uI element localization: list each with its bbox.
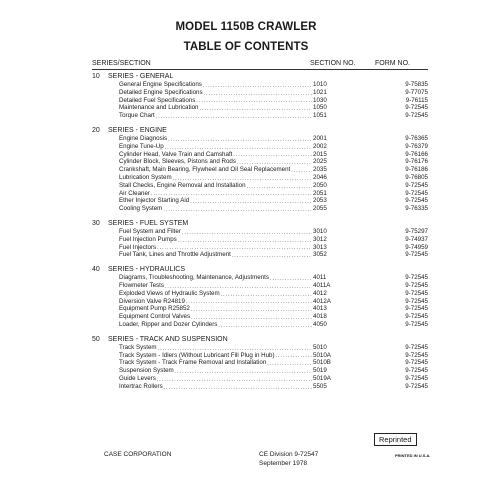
contents-form-number: 9-72545: [405, 351, 428, 359]
dot-leader: [232, 151, 312, 159]
series-heading: [92, 73, 428, 81]
contents-form-number: 9-72545: [405, 104, 428, 112]
contents-section-number: 2053: [313, 197, 327, 205]
contents-section-number: 2001: [313, 134, 327, 142]
dot-leader: [220, 290, 312, 298]
dot-leader: [202, 81, 312, 89]
contents-form-number: 9-75835: [405, 81, 428, 88]
publication-date: September 1978: [259, 460, 308, 467]
contents-row: [92, 205, 428, 213]
dot-leader: [195, 97, 312, 105]
contents-row: [92, 313, 428, 321]
dot-leader: [177, 236, 312, 244]
contents-form-number: 9-72545: [405, 251, 428, 259]
contents-item-name: Flowmeter Tests: [119, 281, 164, 289]
contents-item-name: Engine Tune-Up: [119, 142, 164, 150]
dot-leader: [163, 383, 312, 391]
series-section: [92, 266, 428, 329]
contents-item-name: Guide Levers: [119, 374, 156, 382]
contents-list: [92, 73, 428, 398]
contents-form-number: 9-76335: [405, 205, 428, 213]
contents-item-name: Equipment Control Valves: [119, 313, 191, 321]
contents-item-name: Torque Chart: [119, 112, 155, 120]
dot-leader: [266, 359, 312, 367]
contents-section-number: 3012: [313, 235, 327, 243]
contents-row: [92, 112, 428, 120]
series-section: [92, 220, 428, 259]
dot-leader: [174, 367, 312, 375]
dot-leader: [189, 197, 312, 205]
contents-row: [92, 359, 428, 367]
contents-item-name: Cylinder Head, Valve Train and Camshaft: [119, 150, 233, 158]
contents-section-number: 3013: [313, 243, 327, 251]
contents-form-number: 9-76115: [405, 96, 428, 104]
contents-form-number: 9-72545: [405, 274, 428, 282]
contents-section-number: 4018: [313, 313, 327, 321]
contents-form-number: 9-72545: [405, 359, 428, 367]
contents-item-name: Track System - Idlers (Without Lubricant Fill Plug in Hub): [119, 351, 275, 359]
dot-leader: [162, 205, 312, 213]
dot-leader: [236, 158, 312, 166]
contents-item-name: Detailed Engine Specifications: [119, 88, 203, 96]
contents-form-number: 9-72545: [405, 382, 428, 390]
contents-row: [92, 97, 428, 105]
contents-form-number: 9-76805: [405, 173, 428, 181]
contents-row: [92, 197, 428, 205]
contents-item-name: Fuel Tank, Lines and Throttle Adjustment: [119, 251, 231, 259]
contents-item-name: Engine Diagnosis: [119, 134, 168, 142]
dot-leader: [190, 313, 312, 321]
contents-section-number: 1030: [313, 96, 327, 104]
dot-leader: [198, 104, 312, 112]
contents-form-number: 9-72545: [405, 197, 428, 205]
series-title: SERIES - GENERAL: [108, 73, 174, 80]
contents-section-number: 3052: [313, 251, 327, 259]
contents-item-name: Fuel Injectors: [119, 243, 157, 251]
series-section: [92, 127, 428, 213]
document-title: TABLE OF CONTENTS: [183, 41, 309, 53]
contents-item-name: Cylinder Block, Sleeves, Pistons and Rods: [119, 158, 236, 166]
contents-row: [92, 151, 428, 159]
contents-section-number: 1021: [313, 88, 327, 96]
contents-section-number: 3010: [313, 227, 327, 235]
dot-leader: [172, 174, 312, 182]
dot-leader: [217, 321, 312, 329]
series-number: 30: [92, 219, 100, 227]
contents-section-number: 2055: [313, 205, 327, 213]
contents-row: [92, 190, 428, 198]
contents-row: [92, 166, 428, 174]
contents-form-number: 9-75297: [405, 227, 428, 235]
contents-section-number: 5505: [313, 382, 327, 390]
contents-form-number: 9-77075: [405, 88, 428, 96]
series-number: 10: [92, 73, 100, 80]
dot-leader: [164, 143, 312, 151]
contents-section-number: 4011A: [313, 281, 331, 289]
contents-row: [92, 236, 428, 244]
dot-leader: [164, 282, 312, 290]
contents-form-number: 9-76186: [405, 166, 428, 174]
contents-section-number: 2051: [313, 189, 327, 197]
contents-row: [92, 135, 428, 143]
contents-row: [92, 321, 428, 329]
contents-row: [92, 282, 428, 290]
dot-leader: [185, 298, 312, 306]
contents-item-name: Suspension System: [119, 367, 174, 375]
contents-row: [92, 290, 428, 298]
dot-leader: [290, 166, 312, 174]
contents-row: [92, 383, 428, 391]
series-heading: [92, 127, 428, 135]
contents-item-name: Stall Checks, Engine Removal and Installation: [119, 181, 246, 189]
reprinted-stamp: Reprinted: [374, 433, 417, 446]
contents-row: [92, 81, 428, 89]
company-name: CASE CORPORATION: [104, 451, 172, 458]
contents-form-number: 9-72545: [405, 281, 428, 289]
contents-section-number: 5019A: [313, 374, 331, 382]
contents-row: [92, 104, 428, 112]
contents-item-name: Track System - Track Frame Removal and Installation: [119, 359, 267, 367]
contents-row: [92, 375, 428, 383]
contents-row: [92, 298, 428, 306]
header-divider: [92, 69, 428, 70]
contents-section-number: 1051: [313, 112, 327, 120]
contents-form-number: 9-76176: [405, 158, 428, 166]
contents-form-number: 9-74937: [405, 235, 428, 243]
contents-form-number: 9-72545: [405, 367, 428, 375]
contents-form-number: 9-72545: [405, 181, 428, 189]
series-heading: [92, 266, 428, 274]
contents-item-name: Detailed Fuel Specifications: [119, 96, 196, 104]
contents-row: [92, 344, 428, 352]
contents-section-number: 2035: [313, 166, 327, 174]
series-title: SERIES - TRACK AND SUSPENSION: [108, 335, 228, 343]
contents-row: [92, 367, 428, 375]
contents-section-number: 5010A: [313, 351, 331, 359]
contents-form-number: 9-72545: [405, 189, 428, 197]
contents-row: [92, 305, 428, 313]
contents-item-name: Equipment Pump R25852: [119, 305, 190, 313]
dot-leader: [246, 182, 312, 190]
contents-item-name: Fuel Injection Pumps: [119, 235, 177, 243]
contents-section-number: 5010B: [313, 359, 331, 367]
contents-row: [92, 274, 428, 282]
series-heading: [92, 220, 428, 228]
contents-form-number: 9-72545: [405, 305, 428, 313]
series-heading: [92, 336, 428, 344]
dot-leader: [231, 251, 312, 259]
dot-leader: [203, 89, 312, 97]
contents-form-number: 9-72545: [405, 297, 428, 305]
contents-row: [92, 158, 428, 166]
contents-item-name: Exploded Views of Hydraulic System: [119, 289, 220, 297]
contents-section-number: 2050: [313, 181, 327, 189]
series-section: [92, 73, 428, 120]
contents-item-name: Maintenance and Lubrication: [119, 104, 199, 112]
contents-section-number: 2046: [313, 173, 327, 181]
contents-item-name: Track System: [119, 343, 157, 351]
contents-item-name: Air Cleaner: [119, 189, 150, 197]
contents-form-number: 9-76166: [405, 150, 428, 158]
contents-row: [92, 251, 428, 259]
printed-in-note: PRINTED IN U.S.A.: [395, 453, 431, 458]
contents-form-number: 9-72545: [405, 320, 428, 328]
contents-form-number: 9-76379: [405, 142, 428, 150]
dot-leader: [150, 190, 312, 198]
division-form-number: CE Division 9-72547: [259, 451, 319, 458]
dot-leader: [269, 274, 312, 282]
contents-form-number: 9-72545: [405, 112, 428, 120]
contents-item-name: Loader, Ripper and Dozer Cylinders: [119, 320, 218, 328]
contents-section-number: 1010: [313, 81, 327, 88]
contents-item-name: General Engine Specifications: [119, 81, 202, 88]
contents-section-number: 4011: [313, 274, 327, 282]
contents-form-number: 9-74959: [405, 243, 428, 251]
contents-section-number: 2002: [313, 142, 327, 150]
contents-form-number: 9-72545: [405, 289, 428, 297]
dot-leader: [190, 305, 312, 313]
dot-leader: [275, 352, 312, 360]
contents-section-number: 2025: [313, 158, 327, 166]
contents-section-number: 4013: [313, 305, 327, 313]
series-title: SERIES - HYDRAULICS: [108, 266, 186, 274]
series-title: SERIES - ENGINE: [108, 126, 167, 134]
contents-section-number: 1050: [313, 104, 327, 112]
contents-section-number: 4050: [313, 320, 327, 328]
contents-item-name: Intertrac Rollers: [119, 382, 163, 390]
contents-form-number: 9-72545: [405, 343, 428, 351]
contents-item-name: Ether Injector Starting Aid: [119, 197, 190, 205]
column-header-form-no: FORM NO.: [375, 60, 410, 67]
contents-section-number: 4012: [313, 289, 327, 297]
dot-leader: [156, 244, 312, 252]
contents-item-name: Diagrams, Troubleshooting, Maintenance, Adjustments: [119, 274, 269, 282]
document-model-title: MODEL 1150B CRAWLER: [175, 21, 317, 33]
contents-item-name: Cooling System: [119, 205, 163, 213]
dot-leader: [157, 344, 312, 352]
contents-item-name: Crankshaft, Main Bearing, Flywheel and Oil Seal Replacement: [119, 166, 291, 174]
contents-form-number: 9-76365: [405, 134, 428, 142]
dot-leader: [167, 135, 312, 143]
contents-row: [92, 174, 428, 182]
series-section: [92, 336, 428, 391]
contents-row: [92, 89, 428, 97]
dot-leader: [156, 375, 312, 383]
contents-section-number: 2015: [313, 150, 327, 158]
series-number: 40: [92, 266, 100, 274]
contents-row: [92, 228, 428, 236]
contents-row: [92, 182, 428, 190]
contents-item-name: Fuel System and Filter: [119, 227, 181, 235]
dot-leader: [181, 228, 312, 236]
contents-row: [92, 244, 428, 252]
contents-item-name: Diversion Valve R24819: [119, 297, 185, 305]
dot-leader: [155, 112, 312, 120]
contents-section-number: 5010: [313, 343, 327, 351]
column-header-series: SERIES/SECTION: [92, 60, 151, 67]
column-header-section-no: SECTION NO.: [310, 60, 356, 67]
series-number: 50: [92, 335, 100, 343]
contents-section-number: 4012A: [313, 297, 331, 305]
contents-row: [92, 352, 428, 360]
contents-form-number: 9-72545: [405, 313, 428, 321]
series-number: 20: [92, 126, 100, 134]
contents-form-number: 9-72545: [405, 374, 428, 382]
contents-item-name: Lubrication System: [119, 173, 172, 181]
contents-section-number: 5019: [313, 367, 327, 375]
contents-row: [92, 143, 428, 151]
series-title: SERIES - FUEL SYSTEM: [108, 219, 189, 227]
